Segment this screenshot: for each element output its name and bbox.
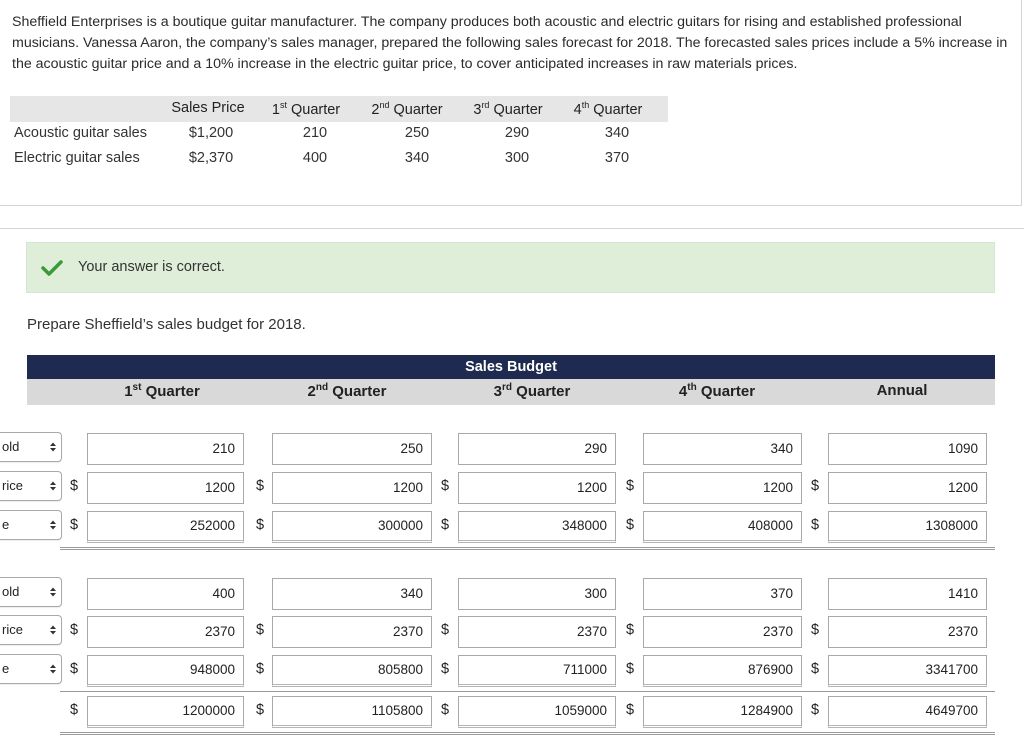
dropdown-value: e	[2, 661, 10, 676]
row-label-dropdown[interactable]	[0, 510, 62, 540]
forecast-row-acoustic	[10, 125, 668, 147]
dollar-sign: $	[70, 517, 79, 533]
updown-arrows-icon	[49, 441, 57, 453]
budget-title: Sales Budget	[27, 355, 995, 379]
feedback-message: Your answer is correct.	[78, 259, 225, 275]
budget-input-q3[interactable]: 300	[458, 578, 616, 610]
dollar-sign: $	[441, 622, 450, 638]
forecast-cell-q2: 250	[404, 125, 430, 141]
dollar-sign: $	[811, 478, 820, 494]
updown-arrows-icon	[49, 586, 57, 598]
dollar-sign: $	[256, 478, 265, 494]
forecast-cell-price: $2,370	[188, 150, 234, 166]
dollar-sign: $	[256, 622, 265, 638]
feedback-banner	[26, 242, 995, 293]
updown-arrows-icon	[49, 480, 57, 492]
forecast-row-label: Electric guitar sales	[14, 150, 140, 166]
budget-input-q2[interactable]: 250	[272, 433, 432, 465]
checkmark-icon	[41, 259, 63, 277]
instruction-text: Prepare Sheffield’s sales budget for 2018.	[27, 316, 306, 333]
budget-input-q2[interactable]: 2370	[272, 616, 432, 648]
dropdown-value: rice	[2, 622, 23, 637]
dollar-sign: $	[626, 622, 635, 638]
budget-input-q3[interactable]: 1059000	[458, 696, 616, 728]
budget-input-annual[interactable]: 1308000	[828, 511, 987, 543]
budget-input-annual[interactable]: 4649700	[828, 696, 987, 728]
budget-header-q2: 2nd Quarter	[307, 382, 387, 400]
budget-input-q4[interactable]: 370	[643, 578, 802, 610]
budget-input-annual[interactable]: 1200	[828, 472, 987, 504]
row-label-dropdown[interactable]	[0, 615, 62, 645]
dollar-sign: $	[626, 661, 635, 677]
dollar-sign: $	[626, 478, 635, 494]
row-label-dropdown[interactable]	[0, 577, 62, 607]
budget-input-q1[interactable]: 2370	[87, 616, 244, 648]
forecast-row-label: Acoustic guitar sales	[14, 125, 147, 141]
budget-input-q2[interactable]: 340	[272, 578, 432, 610]
problem-panel	[0, 0, 1022, 206]
updown-arrows-icon	[49, 663, 57, 675]
budget-input-q4[interactable]: 2370	[643, 616, 802, 648]
budget-header-q3: 3rd Quarter	[493, 382, 571, 400]
budget-input-annual[interactable]: 1410	[828, 578, 987, 610]
dollar-sign: $	[70, 702, 79, 718]
forecast-cell-q2: 340	[404, 150, 430, 166]
budget-input-q2[interactable]: 805800	[272, 655, 432, 687]
forecast-header-price: Sales Price	[171, 100, 245, 116]
budget-input-q4[interactable]: 340	[643, 433, 802, 465]
dropdown-value: rice	[2, 478, 23, 493]
total-underline	[60, 732, 995, 735]
updown-arrows-icon	[49, 624, 57, 636]
forecast-cell-q1: 400	[302, 150, 328, 166]
budget-input-q3[interactable]: 1200	[458, 472, 616, 504]
dropdown-value: e	[2, 517, 10, 532]
budget-input-q1[interactable]: 400	[87, 578, 244, 610]
dollar-sign: $	[70, 478, 79, 494]
forecast-cell-q1: 210	[302, 125, 328, 141]
dollar-sign: $	[811, 622, 820, 638]
forecast-header-q2: 2nd Quarter	[371, 100, 443, 118]
dollar-sign: $	[811, 517, 820, 533]
forecast-cell-q4: 340	[604, 125, 630, 141]
dropdown-value: old	[2, 439, 20, 454]
dollar-sign: $	[626, 517, 635, 533]
dollar-sign: $	[441, 517, 450, 533]
budget-header-row	[27, 379, 995, 405]
dollar-sign: $	[441, 702, 450, 718]
budget-input-q2[interactable]: 300000	[272, 511, 432, 543]
forecast-header-row	[10, 96, 668, 122]
total-underline	[60, 691, 995, 692]
dollar-sign: $	[70, 622, 79, 638]
budget-input-q3[interactable]: 348000	[458, 511, 616, 543]
dollar-sign: $	[70, 661, 79, 677]
forecast-header-q1: 1st Quarter	[271, 100, 341, 118]
budget-header-q1: 1st Quarter	[124, 382, 200, 400]
forecast-cell-q3: 300	[504, 150, 530, 166]
budget-input-q4[interactable]: 1200	[643, 472, 802, 504]
budget-input-q1[interactable]: 210	[87, 433, 244, 465]
budget-input-q2[interactable]: 1105800	[272, 696, 432, 728]
budget-input-q4[interactable]: 1284900	[643, 696, 802, 728]
budget-input-q1[interactable]: 1200	[87, 472, 244, 504]
budget-input-q3[interactable]: 711000	[458, 655, 616, 687]
forecast-cell-q4: 370	[604, 150, 630, 166]
total-underline	[60, 547, 995, 550]
forecast-cell-q3: 290	[504, 125, 530, 141]
row-label-dropdown[interactable]	[0, 471, 62, 501]
dollar-sign: $	[441, 661, 450, 677]
row-label-dropdown[interactable]	[0, 432, 62, 462]
budget-input-q2[interactable]: 1200	[272, 472, 432, 504]
budget-input-q1[interactable]: 252000	[87, 511, 244, 543]
budget-input-q3[interactable]: 2370	[458, 616, 616, 648]
dollar-sign: $	[256, 702, 265, 718]
updown-arrows-icon	[49, 519, 57, 531]
forecast-cell-price: $1,200	[188, 125, 234, 141]
row-label-dropdown[interactable]	[0, 654, 62, 684]
dollar-sign: $	[811, 661, 820, 677]
dropdown-value: old	[2, 584, 20, 599]
forecast-header-q4: 4th Quarter	[573, 100, 643, 118]
forecast-header-q3: 3rd Quarter	[473, 100, 543, 118]
budget-input-q4[interactable]: 876900	[643, 655, 802, 687]
budget-input-q1[interactable]: 948000	[87, 655, 244, 687]
dollar-sign: $	[441, 478, 450, 494]
dollar-sign: $	[626, 702, 635, 718]
dollar-sign: $	[256, 517, 265, 533]
forecast-row-electric	[10, 150, 668, 172]
budget-input-annual[interactable]: 2370	[828, 616, 987, 648]
forecast-table	[10, 96, 668, 166]
dollar-sign: $	[256, 661, 265, 677]
budget-input-q3[interactable]: 290	[458, 433, 616, 465]
budget-input-annual[interactable]: 1090	[828, 433, 987, 465]
budget-input-annual[interactable]: 3341700	[828, 655, 987, 687]
budget-input-q1[interactable]: 1200000	[87, 696, 244, 728]
budget-header-q4: 4th Quarter	[678, 382, 756, 400]
budget-input-q4[interactable]: 408000	[643, 511, 802, 543]
problem-text: Sheffield Enterprises is a boutique guitar manufacturer. The company produces both acoustic and electric guitars for rising and established professional musicians. Vanessa Aaron, the company’s sales manager, prepared the following sales forecast for 2018. The forecasted sales prices include a 5% increase in the acoustic guitar price and a 10% increase in the electric guitar price, to cover anticipated increases in raw materials prices.	[12, 14, 1008, 72]
dollar-sign: $	[811, 702, 820, 718]
budget-header-annual: Annual	[876, 382, 928, 399]
